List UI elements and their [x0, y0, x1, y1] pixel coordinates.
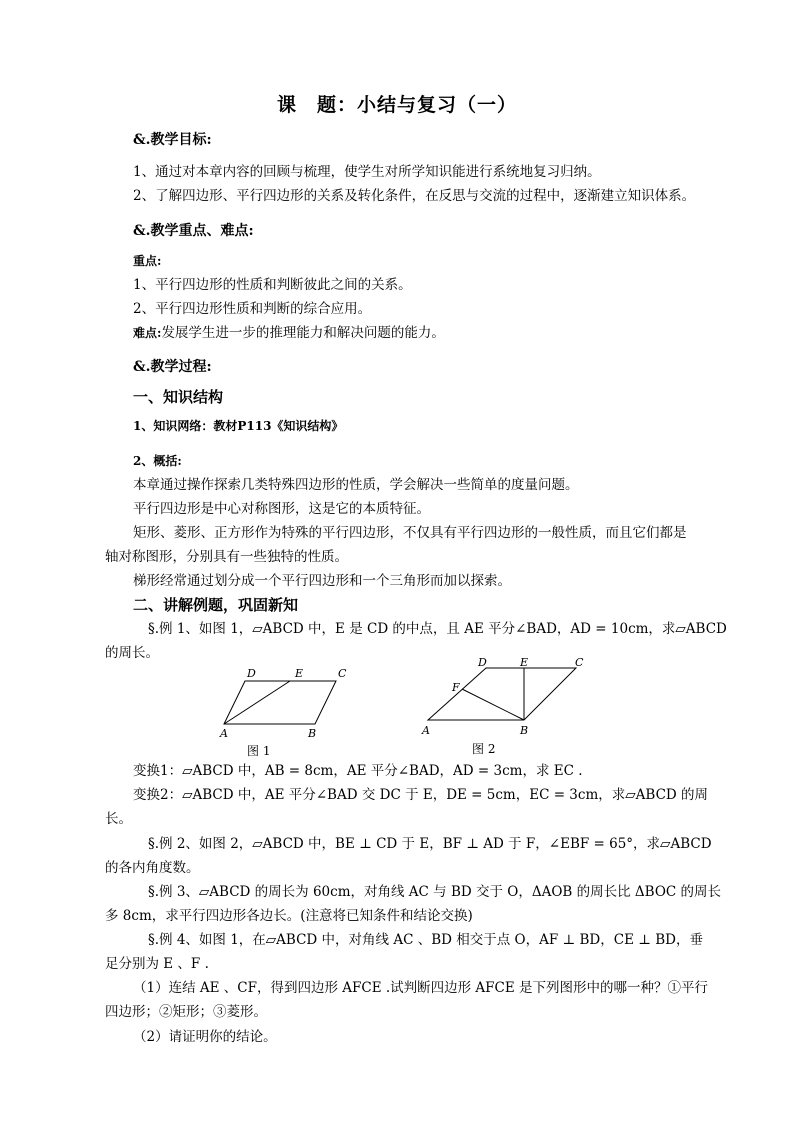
- figure-2-caption: 图 2: [472, 742, 496, 756]
- label-c: C: [338, 667, 347, 680]
- figure-1-caption: 图 1: [247, 744, 271, 758]
- example4-question-1: 四边形；②矩形；③菱形。: [105, 1004, 267, 1020]
- label-a: A: [220, 727, 228, 740]
- example3-text: 多 8cm，求平行四边形各边长。(注意将已知条件和结论交换): [105, 908, 473, 924]
- process-heading: &.教学过程:: [133, 359, 212, 375]
- part1-heading: 一、知识结构: [133, 388, 224, 406]
- summary-paragraph: 梯形经常通过划分成一个平行四边形和一个三角形而加以探索。: [133, 573, 511, 589]
- example4-question-2: （2）请证明你的结论。: [133, 1029, 277, 1045]
- segment-ae: [224, 681, 290, 724]
- label-b: B: [520, 724, 529, 737]
- variation-2: 长。: [105, 811, 132, 827]
- focus-item: 2、平行四边形性质和判断的综合应用。: [133, 301, 372, 317]
- label-e: E: [520, 656, 529, 669]
- goal-item: 1、通过对本章内容的回顾与梳理，使学生对所学知识能进行系统地复习归纳。: [133, 164, 601, 180]
- summary-item: 2、概括:: [133, 454, 182, 468]
- label-d: D: [478, 656, 487, 669]
- example2-text: §.例 2、如图 2，▱ABCD 中，BE ⊥ CD 于 E，BF ⊥ AD 于 F，∠EBF = 65°，求▱ABCD: [148, 836, 712, 852]
- difficulty-text: 发展学生进一步的推理能力和解决问题的能力。: [161, 325, 445, 341]
- parallelogram-abcd: [428, 668, 576, 720]
- example1-text: §.例 1、如图 1，▱ABCD 中，E 是 CD 的中点，且 AE 平分∠BAD，AD = 10cm，求▱ABCD: [148, 621, 727, 637]
- variation-2: 变换2：▱ABCD 中，AE 平分∠BAD 交 DC 于 E，DE = 5cm，EC = 3cm，求▱ABCD 的周: [133, 787, 709, 803]
- example4-question-1: （1）连结 AE 、CF，得到四边形 AFCE .试判断四边形 AFCE 是下列图形中的哪一种？①平行: [133, 980, 709, 996]
- difficulty-label: 难点:: [133, 326, 162, 340]
- label-f: F: [452, 681, 460, 694]
- goal-item: 2、了解四边形、平行四边形的关系及转化条件，在反思与交流的过程中，逐渐建立知识体系。: [133, 188, 696, 204]
- knowledge-network-item: 1、知识网络：教材P113《知识结构》: [133, 419, 344, 433]
- segment-bf: [462, 689, 524, 720]
- label-e: E: [295, 667, 304, 680]
- difficulty-line: [133, 324, 445, 342]
- example4-text: §.例 4、如图 1，在▱ABCD 中，对角线 AC 、BD 相交于点 O，AF ⊥ BD，CE ⊥ BD，垂: [148, 932, 703, 948]
- example1-text: 的周长。: [105, 645, 159, 661]
- focus-label: 重点:: [133, 254, 162, 268]
- figure-1-diagram: [210, 664, 360, 744]
- summary-paragraph: 轴对称图形，分别具有一些独特的性质。: [105, 549, 348, 565]
- label-c: C: [575, 656, 584, 669]
- page-title: 课 题：小结与复习（一）: [276, 94, 517, 116]
- example3-text: §.例 3、▱ABCD 的周长为 60cm，对角线 AC 与 BD 交于 O，ΔAOB 的周长比 ΔBOC 的周长: [148, 884, 722, 900]
- example2-text: 的各内角度数。: [105, 860, 200, 876]
- label-d: D: [247, 667, 256, 680]
- focus-item: 1、平行四边形的性质和判断彼此之间的关系。: [133, 277, 412, 293]
- key-points-heading: &.教学重点、难点:: [133, 223, 254, 239]
- example4-text: 足分别为 E 、F .: [105, 956, 209, 972]
- label-b: B: [308, 727, 317, 740]
- summary-paragraph: 矩形、菱形、正方形作为特殊的平行四边形，不仅具有平行四边形的一般性质，而且它们都是: [133, 525, 687, 541]
- figure-2-diagram: [418, 656, 598, 740]
- summary-paragraph: 本章通过操作探索几类特殊四边形的性质，学会解决一些简单的度量问题。: [133, 477, 579, 493]
- part2-heading: 二、讲解例题，巩固新知: [133, 596, 299, 614]
- summary-paragraph: 平行四边形是中心对称图形，这是它的本质特征。: [133, 501, 430, 517]
- label-a: A: [422, 724, 430, 737]
- variation-1: 变换1：▱ABCD 中，AB = 8cm，AE 平分∠BAD，AD = 3cm，求 EC .: [133, 763, 583, 779]
- goals-heading: &.教学目标:: [133, 132, 212, 148]
